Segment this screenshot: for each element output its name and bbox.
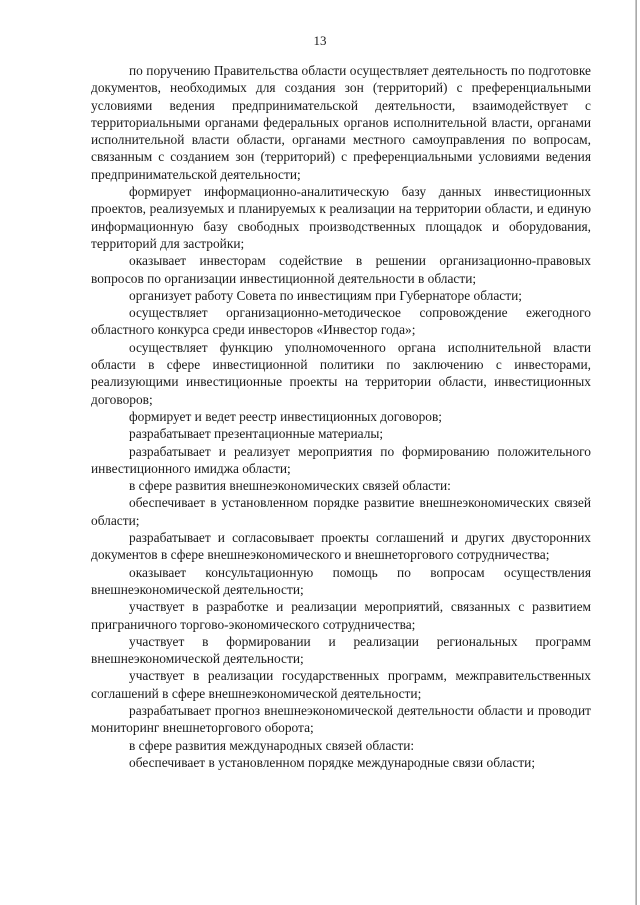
paragraph: формирует информационно-аналитическую базу данных инвестиционных проектов, реализуемых и планируемых к реализации на территории области, и единую информационную базу свободных производственных площадок и оборудования, территорий для застройки; — [91, 184, 591, 251]
paragraph: участвует в формировании и реализации региональных программ внешнеэкономической деятельности; — [91, 633, 591, 667]
paragraph: осуществляет функцию уполномоченного органа исполнительной власти области в сфере инвестиционной политики по заключению с инвесторами, реализующими инвестиционные проекты на территории области, инвестиционных договоров; — [91, 339, 591, 407]
paragraph: формирует и ведет реестр инвестиционных договоров; — [129, 408, 443, 424]
paragraph: обеспечивает в установленном порядке международные связи области; — [129, 754, 536, 770]
document-body — [91, 62, 591, 771]
paragraph: разрабатывает презентационные материалы; — [129, 426, 384, 442]
paragraph: разрабатывает и реализует мероприятия по формированию положительного инвестиционного имиджа области; — [91, 443, 591, 476]
scan-edge — [635, 0, 637, 905]
paragraph: участвует в разработке и реализации мероприятий, связанных с развитием приграничного торгово-экономического сотрудничества; — [91, 599, 591, 632]
paragraph: в сфере развития внешнеэкономических связей области: — [129, 478, 451, 494]
paragraph: организует работу Совета по инвестициям при Губернаторе области; — [129, 287, 522, 303]
paragraph: оказывает консультационную помощь по вопросам осуществления внешнеэкономической деятельности; — [91, 564, 591, 597]
paragraph: осуществляет организационно-методическое сопровождение ежегодного областного конкурса среди инвесторов «Инвестор года»; — [91, 305, 591, 338]
paragraph: в сфере развития международных связей области: — [129, 737, 415, 753]
paragraph: по поручению Правительства области осуществляет деятельность по подготовке документов, необходимых для создания зон (территорий) с преференциальными условиями ведения предпринимательской деятельности, взаимодействует с территориальными органами федеральных органов исполнительной власти, органами исполнительной власти области, органами местного самоуправления по вопросам, связанным с созданием зон (территорий) с преференциальными условиями ведения предпринимательской деятельности; — [91, 63, 591, 182]
paragraph: разрабатывает и согласовывает проекты соглашений и других двусторонних документов в сфере внешнеэкономического и внешнеторгового сотрудничества; — [91, 530, 591, 563]
paragraph: оказывает инвесторам содействие в решении организационно-правовых вопросов по организации инвестиционной деятельности в области; — [91, 253, 591, 286]
paragraph: обеспечивает в установленном порядке развитие внешнеэкономических связей области; — [91, 495, 591, 528]
paragraph: разрабатывает прогноз внешнеэкономической деятельности области и проводит мониторинг внешнеторгового оборота; — [91, 702, 591, 736]
paragraph: участвует в реализации государственных программ, межправительственных соглашений в сфере внешнеэкономической деятельности; — [91, 668, 591, 701]
page-number: 13 — [313, 33, 327, 48]
